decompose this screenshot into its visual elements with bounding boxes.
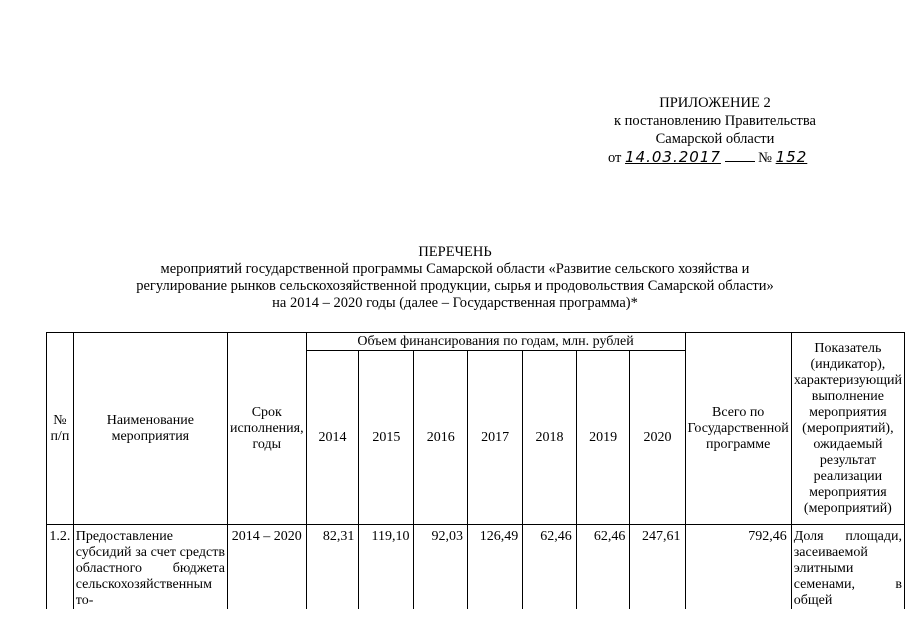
header-num: № п/п (47, 333, 74, 525)
header-year: 2014 (306, 351, 359, 525)
annex-line-2: Самарской области (655, 131, 775, 147)
document-heading (60, 244, 850, 312)
header-year: 2019 (576, 351, 630, 525)
row-indicator: Доля площади, засеиваемой элитными семенами, в общей (791, 525, 904, 610)
header-year: 2020 (630, 351, 685, 525)
header-name: Наименование мероприятия (73, 333, 227, 525)
handwritten-number: 152 (775, 148, 808, 166)
row-value: 92,03 (414, 525, 468, 610)
row-value: 119,10 (359, 525, 414, 610)
annex-title: ПРИЛОЖЕНИЕ 2 (659, 95, 771, 111)
header-total: Всего по Государственной программе (685, 333, 791, 525)
row-name: Предоставление субсидий за счет средств областного бюджета сельскохозяйственным то- (73, 525, 227, 610)
annex-line-1: к постановлению Правительства (614, 113, 816, 129)
annex-block (600, 94, 830, 167)
heading-line-1: мероприятий государственной программы Самарской области «Развитие сельского хозяйства и (160, 261, 750, 277)
row-value: 82,31 (306, 525, 359, 610)
header-year: 2018 (523, 351, 577, 525)
header-term: Срок исполнения, годы (227, 333, 306, 525)
header-indicator: Показатель (индикатор), характеризующий выполнение мероприятия (мероприятий), ожидаемый результат реализации мероприятия (мероприятий) (791, 333, 904, 525)
number-prefix: № (758, 150, 773, 166)
heading-title: ПЕРЕЧЕНЬ (418, 244, 492, 260)
row-value: 62,46 (576, 525, 630, 610)
date-prefix: от (608, 150, 622, 166)
row-term: 2014 – 2020 (227, 525, 306, 610)
table-row (47, 525, 905, 610)
header-year: 2015 (359, 351, 414, 525)
row-total: 792,46 (685, 525, 791, 610)
header-funding: Объем финансирования по годам, млн. рублей (306, 333, 685, 351)
handwritten-date: 14.03.2017 (625, 148, 721, 166)
heading-line-2: регулирование рынков сельскохозяйственной продукции, сырья и продовольствия Самарской области» (136, 278, 774, 294)
header-year: 2016 (414, 351, 468, 525)
row-value: 62,46 (523, 525, 577, 610)
header-year: 2017 (468, 351, 523, 525)
heading-line-3: на 2014 – 2020 годы (далее – Государственная программа)* (272, 295, 638, 311)
row-num: 1.2. (47, 525, 74, 610)
measures-table (46, 332, 905, 609)
row-value: 247,61 (630, 525, 685, 610)
annex-date-row (600, 148, 830, 167)
row-value: 126,49 (468, 525, 523, 610)
